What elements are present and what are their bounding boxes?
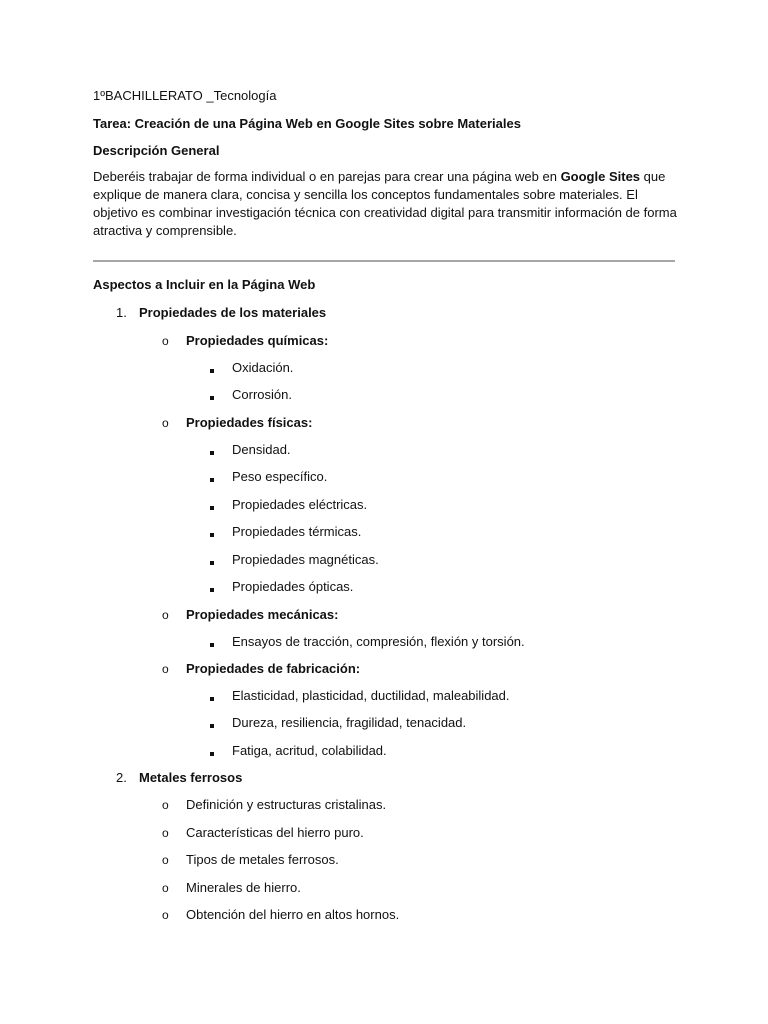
list-item: Densidad.	[232, 442, 291, 457]
list-item: Minerales de hierro.	[186, 880, 301, 895]
circle-bullet: o	[162, 608, 169, 622]
list-item: Dureza, resiliencia, fragilidad, tenacidad.	[232, 715, 467, 730]
list-item: Oxidación.	[232, 360, 294, 375]
square-bullet	[210, 470, 214, 486]
square-bullet	[210, 689, 214, 705]
square-bullet	[210, 388, 214, 404]
subsection-title: Propiedades físicas:	[186, 415, 313, 430]
description-paragraph	[93, 168, 683, 240]
circle-bullet: o	[162, 826, 169, 840]
list-item: Fatiga, acritud, colabilidad.	[232, 743, 387, 758]
circle-bullet: o	[162, 416, 169, 430]
description-text-2: que explique de manera clara, concisa y sencilla los conceptos fundamentales sobre materiales. El objetivo es combinar investigación técnica con creatividad digital para transmitir información de forma atractiva y comprensible.	[93, 169, 677, 238]
list-item: Propiedades eléctricas.	[232, 497, 368, 512]
square-bullet	[210, 525, 214, 541]
subsection-title: Propiedades químicas:	[186, 333, 329, 348]
subsection-title: Propiedades de fabricación:	[186, 661, 361, 676]
description-bold: Google Sites	[560, 169, 641, 184]
list-item: Corrosión.	[232, 387, 292, 402]
square-bullet	[210, 580, 214, 596]
list-item: Propiedades térmicas.	[232, 524, 362, 539]
square-bullet	[210, 716, 214, 732]
list-item: Ensayos de tracción, compresión, flexión y torsión.	[232, 634, 525, 649]
circle-bullet: o	[162, 881, 169, 895]
description-text-1: Deberéis trabajar de forma individual o en parejas para crear una página web en	[93, 169, 561, 184]
square-bullet	[210, 635, 214, 651]
course-header: 1ºBACHILLERATO _Tecnología	[93, 88, 277, 103]
list-number-1: 1.	[116, 305, 127, 320]
list-item: Características del hierro puro.	[186, 825, 364, 840]
square-bullet	[210, 443, 214, 459]
list-item: Propiedades ópticas.	[232, 579, 354, 594]
horizontal-rule	[93, 260, 675, 262]
square-bullet	[210, 498, 214, 514]
list-item: Tipos de metales ferrosos.	[186, 852, 339, 867]
subsection-title: Propiedades mecánicas:	[186, 607, 339, 622]
section-title: Propiedades de los materiales	[139, 305, 327, 320]
list-number-2: 2.	[116, 770, 127, 785]
description-heading: Descripción General	[93, 143, 220, 158]
task-title: Tarea: Creación de una Página Web en Google Sites sobre Materiales	[93, 116, 521, 131]
square-bullet	[210, 361, 214, 377]
list-item: Propiedades magnéticas.	[232, 552, 379, 567]
section-title: Metales ferrosos	[139, 770, 243, 785]
aspects-heading: Aspectos a Incluir en la Página Web	[93, 277, 316, 292]
circle-bullet: o	[162, 908, 169, 922]
list-item: Definición y estructuras cristalinas.	[186, 797, 387, 812]
list-item: Elasticidad, plasticidad, ductilidad, maleabilidad.	[232, 688, 510, 703]
circle-bullet: o	[162, 334, 169, 348]
circle-bullet: o	[162, 798, 169, 812]
circle-bullet: o	[162, 853, 169, 867]
list-item: Obtención del hierro en altos hornos.	[186, 907, 400, 922]
circle-bullet: o	[162, 662, 169, 676]
square-bullet	[210, 553, 214, 569]
list-item: Peso específico.	[232, 469, 328, 484]
square-bullet	[210, 744, 214, 760]
